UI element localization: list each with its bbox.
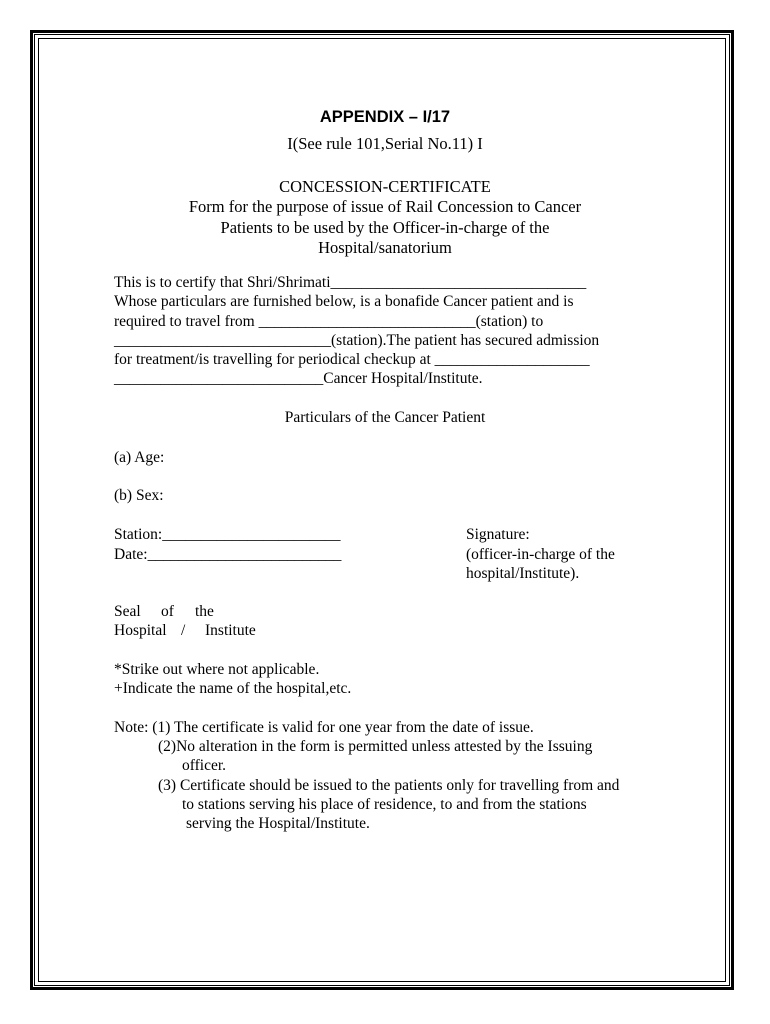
purpose-line-3: Hospital/sanatorium — [318, 238, 452, 257]
appendix-heading: APPENDIX – I/17 — [319, 108, 451, 126]
signature-role: (officer-in-charge of the — [466, 546, 615, 563]
body-line-4: ____________________________(station).The patient has secured admission — [114, 332, 600, 349]
station-field: Station:_______________________ — [114, 526, 341, 543]
body-line-2: Whose particulars are furnished below, is a bonafide Cancer patient and is — [114, 293, 574, 310]
note-2: (2)No alteration in the form is permitted unless attested by the Issuing — [158, 738, 593, 755]
note-3-continued-1: to stations serving his place of residence, to and from the stations — [182, 796, 587, 813]
particulars-title: Particulars of the Cancer Patient — [284, 409, 486, 426]
body-line-6: ___________________________Cancer Hospital/Institute. — [114, 370, 483, 387]
seal-word-the: the — [195, 603, 214, 620]
footnote-indicate: +Indicate the name of the hospital,etc. — [114, 680, 352, 697]
seal-word-slash: / — [181, 622, 186, 639]
age-field: (a) Age: — [114, 449, 165, 466]
seal-word-seal: Seal — [114, 603, 141, 620]
certificate-title: CONCESSION-CERTIFICATE — [279, 177, 491, 196]
note-2-continued: officer. — [182, 757, 227, 774]
body-line-1: This is to certify that Shri/Shrimati_________________________________ — [114, 274, 587, 291]
sex-field: (b) Sex: — [114, 487, 164, 504]
note-1: Note: (1) The certificate is valid for one year from the date of issue. — [114, 719, 534, 736]
body-line-5: for treatment/is travelling for periodical checkup at ____________________ — [114, 351, 590, 368]
note-3: (3) Certificate should be issued to the patients only for travelling from and — [158, 777, 620, 794]
note-3-continued-2: serving the Hospital/Institute. — [186, 815, 370, 832]
date-field: Date:_________________________ — [114, 546, 342, 563]
seal-word-of: of — [161, 603, 174, 620]
footnote-strike: *Strike out where not applicable. — [114, 661, 320, 678]
body-line-3: required to travel from ____________________________(station) to — [114, 313, 544, 330]
purpose-line-1: Form for the purpose of issue of Rail Concession to Cancer — [188, 197, 582, 216]
seal-word-hospital: Hospital — [114, 622, 167, 639]
signature-label: Signature: — [466, 526, 530, 543]
rule-reference: I(See rule 101,Serial No.11) I — [287, 134, 483, 153]
signature-institute: hospital/Institute). — [466, 565, 580, 582]
seal-word-institute: Institute — [205, 622, 256, 639]
purpose-line-2: Patients to be used by the Officer-in-charge of the — [220, 218, 550, 237]
